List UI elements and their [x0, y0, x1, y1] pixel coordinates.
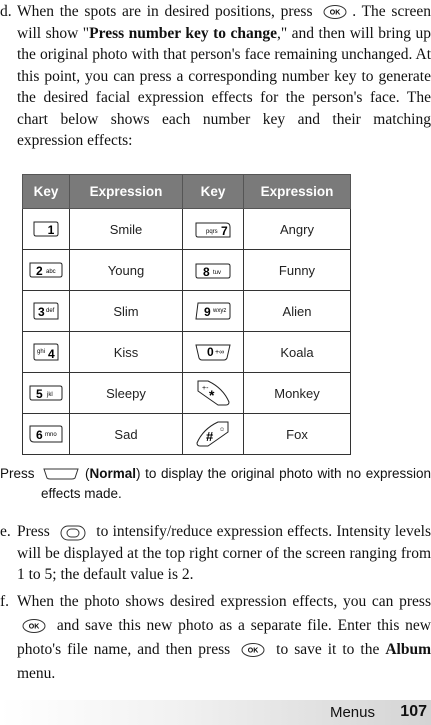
key-expression-table — [22, 174, 351, 455]
expression-young: Young — [70, 250, 183, 291]
step-e-marker: e. — [0, 523, 11, 540]
step-f-paragraph — [0, 590, 431, 686]
svg-text:*: * — [209, 387, 215, 403]
key-9-icon — [183, 291, 244, 332]
svg-text:OK: OK — [247, 647, 259, 655]
svg-text:9: 9 — [204, 305, 211, 319]
key-4-icon — [23, 332, 70, 373]
left-softkey-icon — [41, 466, 81, 482]
table-row — [23, 414, 351, 455]
key-hash-icon — [183, 414, 244, 455]
expression-angry: Angry — [244, 209, 351, 250]
key-2-icon — [23, 250, 70, 291]
page-footer — [0, 700, 431, 725]
table-row — [23, 332, 351, 373]
step-e-text-1: Press — [17, 523, 50, 540]
expression-fox: Fox — [244, 414, 351, 455]
svg-text:7: 7 — [221, 224, 228, 238]
key-star-icon — [183, 373, 244, 414]
header-expression-1: Expression — [70, 175, 183, 209]
expression-alien: Alien — [244, 291, 351, 332]
step-d-bold-text: Press number key to change — [89, 24, 277, 42]
ok-key-icon — [322, 4, 348, 20]
table-row — [23, 373, 351, 414]
key-3-icon — [23, 291, 70, 332]
svg-text:abc: abc — [46, 269, 56, 275]
svg-text:2: 2 — [36, 264, 43, 278]
table-header-row — [23, 175, 351, 209]
note-label: Press — [0, 466, 35, 481]
svg-text:mno: mno — [45, 432, 57, 438]
footer-section-name: Menus — [329, 704, 375, 721]
expression-monkey: Monkey — [244, 373, 351, 414]
svg-text:3: 3 — [38, 305, 45, 319]
key-0-icon — [183, 332, 244, 373]
step-f-text-3: to save it to the — [276, 641, 380, 658]
ok-key-icon — [240, 642, 266, 658]
step-f-marker: f. — [0, 593, 10, 610]
expression-slim: Slim — [70, 291, 183, 332]
footer-page-number: 107 — [400, 703, 427, 720]
svg-text:def: def — [46, 308, 55, 314]
svg-text:tuv: tuv — [213, 270, 222, 276]
expression-kiss: Kiss — [70, 332, 183, 373]
note-bold-normal: Normal — [89, 466, 137, 481]
header-key-2: Key — [183, 175, 244, 209]
svg-text:+-: +- — [202, 385, 209, 392]
step-d-text-2: . The screen will show " — [17, 3, 431, 42]
step-d-text-3: ," and then will bring up the original photo with that person's face remaining unchanged. At this point, you can press a corresponding number key to generate the desired facial expression effects for the person's face. The chart below shows each number key and their matching expression effects: — [17, 24, 431, 149]
svg-text:5: 5 — [36, 387, 43, 401]
expression-sleepy: Sleepy — [70, 373, 183, 414]
svg-text:OK: OK — [329, 9, 341, 17]
svg-text:#: # — [206, 429, 214, 444]
svg-text:6: 6 — [36, 428, 43, 442]
svg-text:1: 1 — [47, 223, 55, 237]
table-row — [23, 209, 351, 250]
key-7-icon — [183, 209, 244, 250]
step-e-paragraph — [0, 521, 431, 586]
expression-koala: Koala — [244, 332, 351, 373]
expression-smile: Smile — [70, 209, 183, 250]
step-d-marker: d. — [0, 3, 12, 20]
svg-text:jkl: jkl — [47, 392, 53, 398]
step-d-text-1: When the spots are in desired positions, press — [17, 3, 313, 20]
step-f-bold-album: Album — [385, 641, 431, 658]
table-row — [23, 250, 351, 291]
key-5-icon — [23, 373, 70, 414]
header-key-1: Key — [23, 175, 70, 209]
expression-funny: Funny — [244, 250, 351, 291]
svg-text:wxyz: wxyz — [213, 308, 227, 314]
svg-text:4: 4 — [48, 347, 55, 361]
step-e-text-2: to intensify/reduce expression effects. Intensity levels will be displayed at the top right corner of the screen ranging from 1 to 5; the default value is 2. — [17, 523, 431, 583]
key-1-icon — [23, 209, 70, 250]
svg-text:0: 0 — [207, 345, 214, 359]
key-8-icon — [183, 250, 244, 291]
nav-key-icon — [58, 524, 88, 540]
svg-text:OK: OK — [28, 623, 40, 631]
key-6-icon — [23, 414, 70, 455]
step-f-text-4: menu. — [17, 665, 56, 682]
ok-key-icon — [21, 618, 47, 634]
step-f-text-1: When the photo shows desired expression effects, you can press — [17, 593, 431, 610]
note-open-paren: ( — [85, 466, 90, 481]
svg-text:8: 8 — [203, 265, 210, 279]
svg-text:+∞: +∞ — [215, 349, 225, 356]
header-expression-2: Expression — [244, 175, 351, 209]
table-row — [23, 291, 351, 332]
note-text: ) to display the original photo with no expression effects made. — [41, 466, 431, 501]
svg-text:pqrs: pqrs — [206, 229, 218, 235]
step-f-text-2: and save this new photo as a separate file. Enter this new photo's file name, and then press — [17, 617, 431, 658]
svg-text:☺: ☺ — [219, 427, 226, 433]
step-d-paragraph — [0, 1, 431, 152]
expression-sad: Sad — [70, 414, 183, 455]
normal-note — [0, 464, 431, 504]
svg-text:ghi: ghi — [37, 349, 46, 355]
